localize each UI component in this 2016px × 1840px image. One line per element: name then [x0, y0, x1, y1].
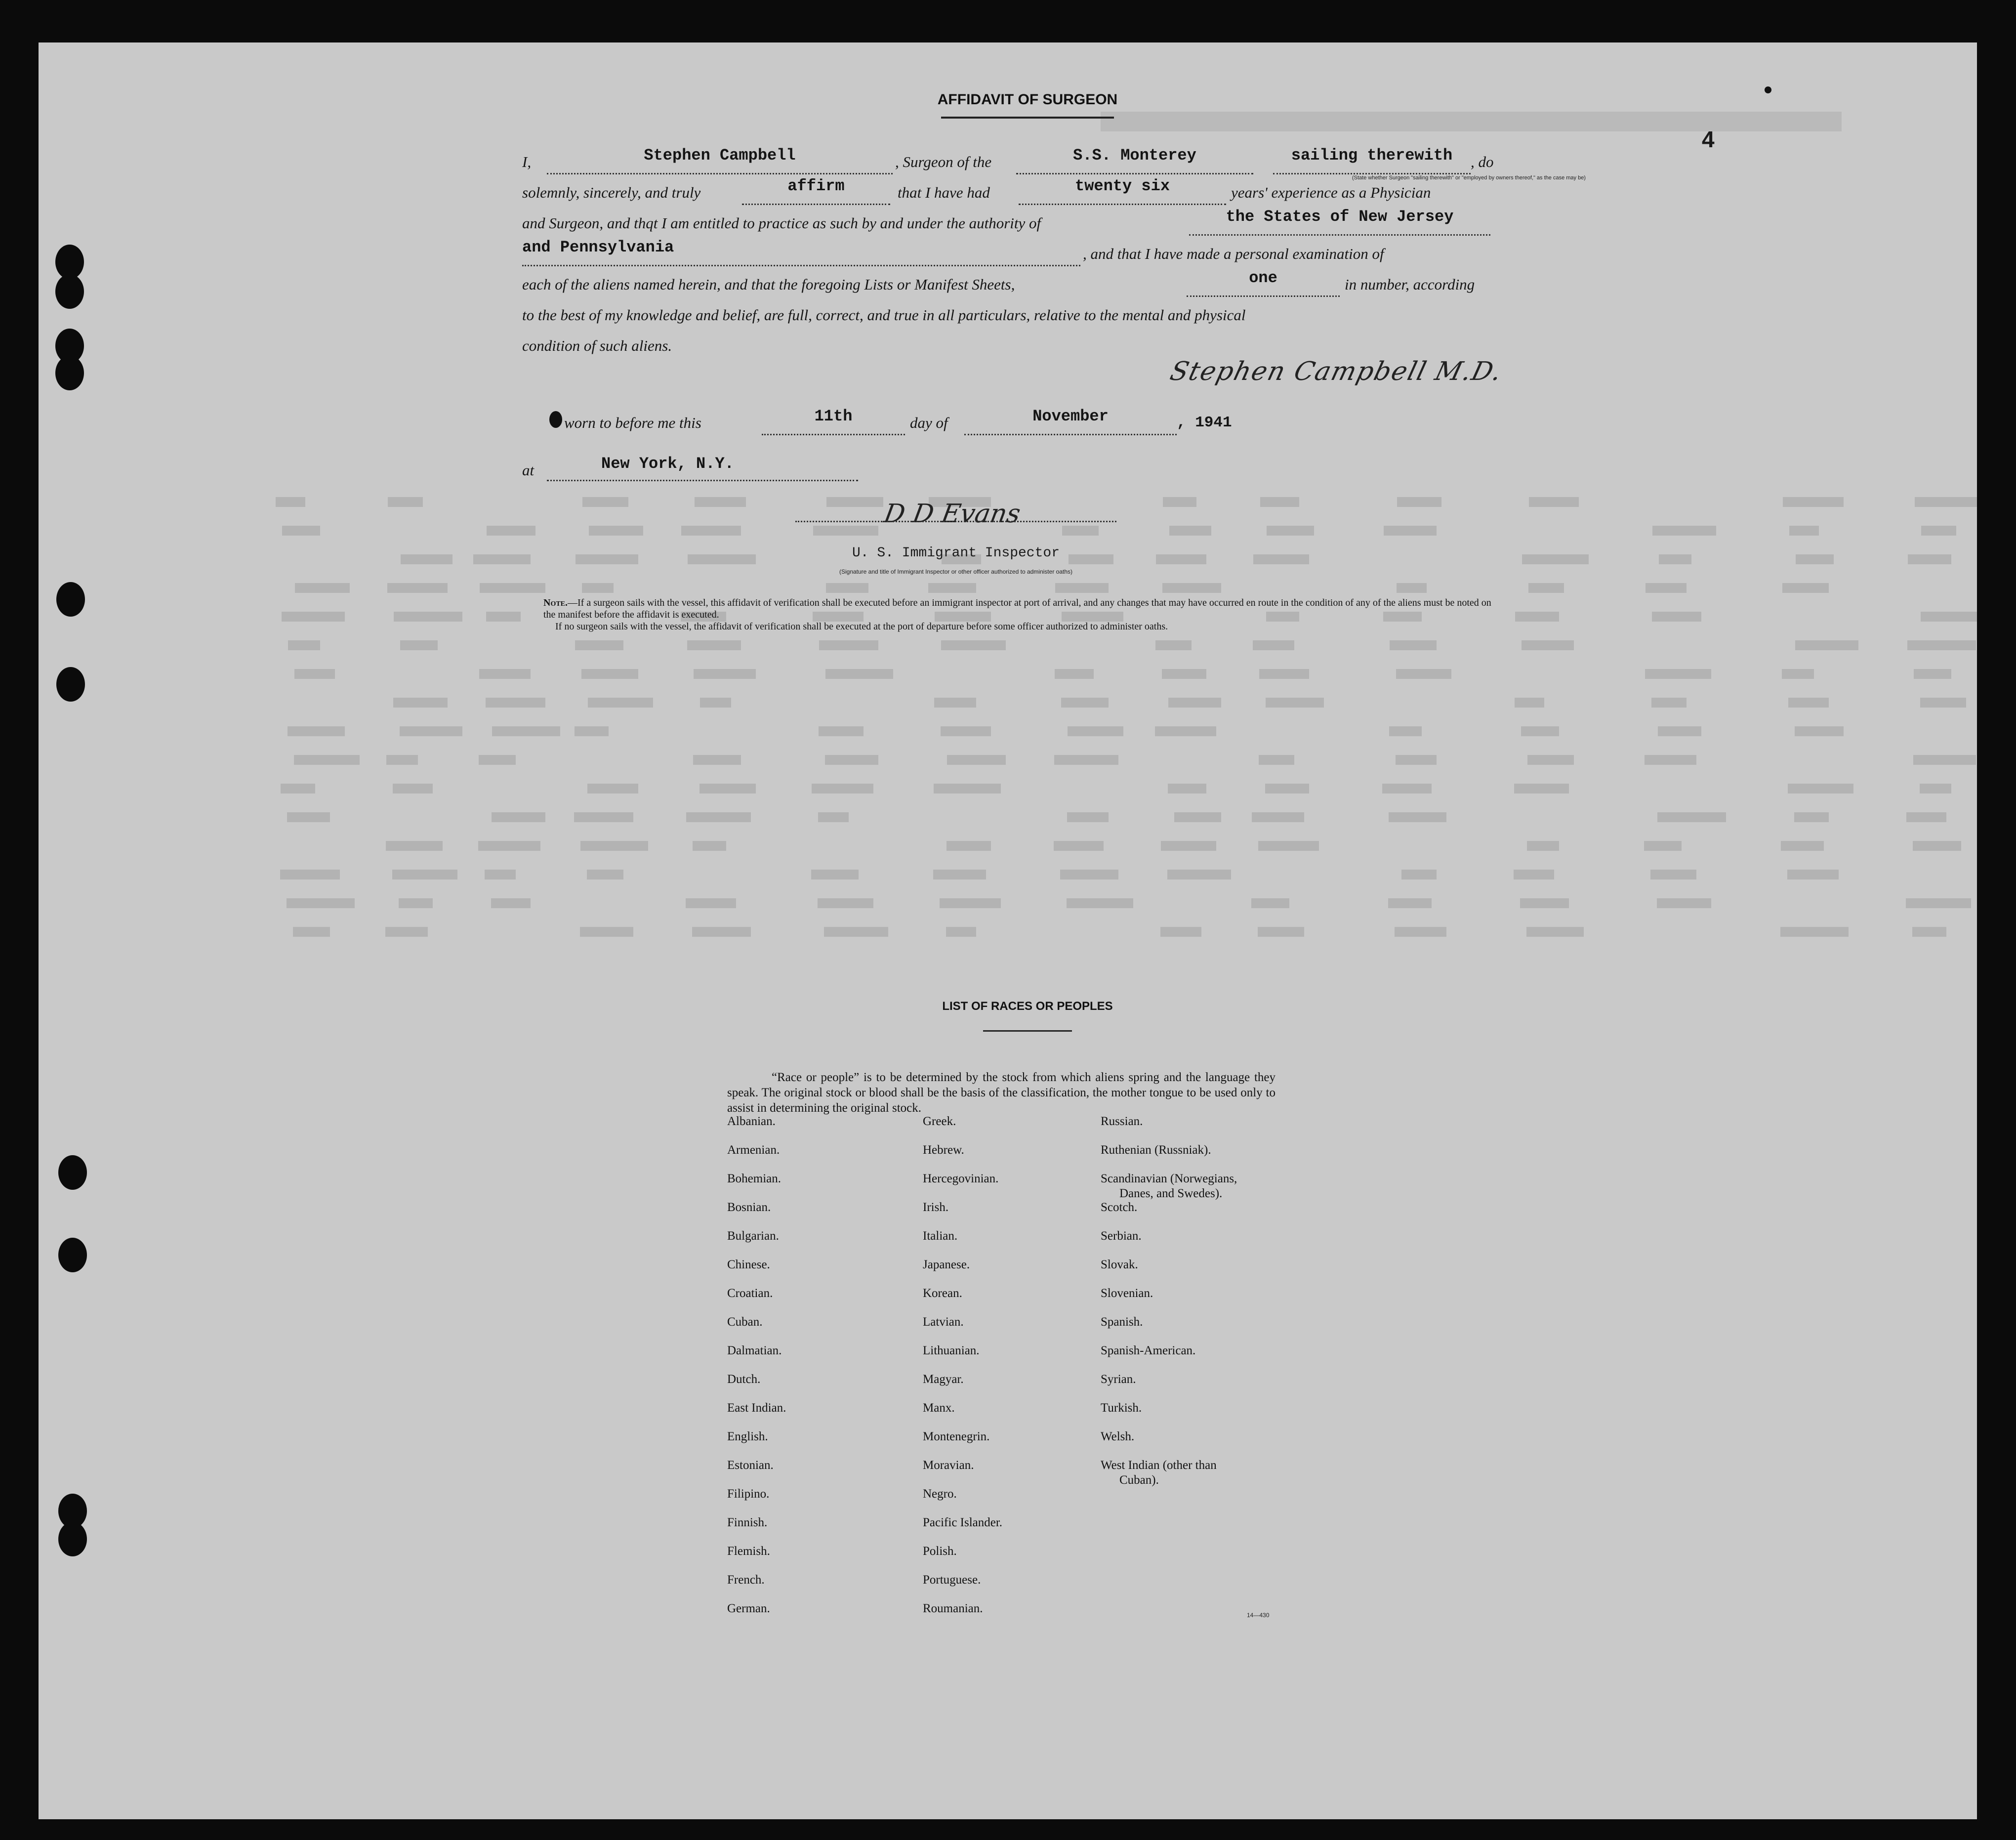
race-entry: Greek.: [923, 1115, 956, 1128]
race-entry: Bulgarian.: [727, 1229, 779, 1243]
affidavit-text: worn to before me this: [564, 414, 701, 431]
race-entry: Dalmatian.: [727, 1344, 782, 1357]
race-entry: Japanese.: [923, 1258, 970, 1271]
binder-hole: [55, 274, 84, 309]
binder-hole: [58, 1155, 87, 1190]
race-entry: Russian.: [1101, 1115, 1143, 1128]
affidavit-title: AFFIDAVIT OF SURGEON: [937, 91, 1118, 108]
page-number: 4: [1702, 126, 1715, 152]
sworn-place-line: [522, 455, 1493, 492]
race-entry: Montenegrin.: [923, 1430, 990, 1443]
binder-hole: [58, 1522, 87, 1556]
surgeon-name-field: Stephen Campbell: [547, 146, 893, 174]
race-entry: West Indian (other than: [1101, 1459, 1217, 1472]
sworn-month-field: November: [964, 407, 1177, 435]
race-entry: Scotch.: [1101, 1201, 1138, 1214]
surgeon-signature: Stephen Campbell M.D.: [1167, 357, 1506, 386]
affidavit-text: , do: [1471, 153, 1494, 170]
affidavit-text: in number, according: [1345, 276, 1475, 293]
sworn-day-field: 11th: [762, 407, 905, 435]
race-entry: Scandinavian (Norwegians,: [1101, 1172, 1237, 1185]
race-entry: Bohemian.: [727, 1172, 782, 1185]
affidavit-line: [522, 146, 1586, 184]
affidavit-text: solemnly, sincerely, and truly: [522, 184, 701, 201]
surgeon-status-note: (State whether Surgeon "sailing therewith" or "employed by owners thereof," as the case may be): [1352, 175, 1586, 181]
affidavit-line: to the best of my knowledge and belief, are full, correct, and true in all particulars, relative to the mental and physical: [522, 306, 1246, 324]
affidavit-text: at: [522, 461, 535, 479]
authority-field: the States of New Jersey: [1189, 208, 1490, 236]
note-text: —If a surgeon sails with the vessel, this affidavit of verification shall be executed before an immigrant inspector at port of arrival, and any changes that may have occurred en route in the condition of any of the aliens must be noted on the manifest before the affidavit is executed.: [543, 597, 1491, 620]
race-entry: Lithuanian.: [923, 1344, 980, 1357]
manifest-sheets-count-field: one: [1187, 269, 1340, 297]
race-entry: Syrian.: [1101, 1373, 1136, 1386]
race-entry: Moravian.: [923, 1459, 974, 1472]
affidavit-line: [522, 238, 1493, 276]
race-entry: Ruthenian (Russniak).: [1101, 1143, 1211, 1157]
affidavit-text: , and that I have made a personal examination of: [1083, 245, 1384, 262]
oath-type-field: affirm: [742, 177, 890, 205]
race-entry: Dutch.: [727, 1373, 761, 1386]
race-entry: English.: [727, 1430, 768, 1443]
race-entry: Polish.: [923, 1545, 957, 1558]
affidavit-line: [522, 269, 1493, 306]
race-entry: Portuguese.: [923, 1573, 981, 1587]
race-entry: Bosnian.: [727, 1201, 771, 1214]
race-entry: Armenian.: [727, 1143, 780, 1157]
race-entry: Danes, and Swedes).: [1119, 1187, 1223, 1200]
race-entry: Cuban.: [727, 1315, 763, 1329]
race-entry: Welsh.: [1101, 1430, 1135, 1443]
race-entry: East Indian.: [727, 1401, 786, 1415]
binder-hole: [56, 582, 85, 617]
race-entry: Manx.: [923, 1401, 955, 1415]
race-entry: Estonian.: [727, 1459, 774, 1472]
inspector-signature: D D Evans: [881, 499, 1023, 529]
sworn-year: , 1941: [1177, 414, 1232, 431]
sworn-place-field: New York, N.Y.: [547, 455, 858, 481]
race-entry: Spanish-American.: [1101, 1344, 1196, 1357]
binder-hole: [55, 356, 84, 390]
affidavit-text: years' experience as a Physician: [1231, 184, 1431, 201]
race-entry: Latvian.: [923, 1315, 964, 1329]
inspector-title-note: (Signature and title of Immigrant Inspector or other officer authorized to administer oaths): [839, 568, 1072, 575]
binder-hole: [58, 1238, 87, 1272]
vessel-name-field: S.S. Monterey: [1016, 146, 1253, 174]
affidavit-text: , Surgeon of the: [895, 153, 992, 170]
race-entry: Slovenian.: [1101, 1287, 1153, 1300]
binder-hole: [56, 667, 85, 702]
races-intro: “Race or people” is to be determined by the stock from which aliens spring and the language they speak. The original stock or blood shall be the basis of the classification, the mother tongue to be used only to assist in determining the original stock.: [727, 1071, 1275, 1115]
race-entry: Cuban).: [1119, 1473, 1159, 1487]
race-entry: French.: [727, 1573, 765, 1587]
years-experience-field: twenty six: [1019, 177, 1226, 205]
race-entry: Korean.: [923, 1287, 962, 1300]
race-entry: Irish.: [923, 1201, 949, 1214]
affidavit-text: each of the aliens named herein, and that the foregoing Lists or Manifest Sheets,: [522, 276, 1015, 293]
race-entry: Filipino.: [727, 1487, 770, 1501]
sworn-line: [564, 407, 1535, 445]
race-entry: Serbian.: [1101, 1229, 1142, 1243]
race-entry: Chinese.: [727, 1258, 770, 1271]
race-entry: German.: [727, 1602, 770, 1615]
surgeon-status-field: sailing therewith: [1273, 146, 1471, 174]
title-underline: [941, 117, 1114, 119]
inspector-signature-line: [795, 521, 1116, 522]
race-entry: Spanish.: [1101, 1315, 1143, 1329]
affidavit-text: that I have had: [898, 184, 990, 201]
affidavit-line: condition of such aliens.: [522, 337, 672, 354]
note-text-2: If no surgeon sails with the vessel, the affidavit of verification shall be executed at the port of departure before some officer authorized to administer oaths.: [555, 621, 1168, 632]
note-label: Note.: [543, 597, 568, 608]
race-entry: Turkish.: [1101, 1401, 1142, 1415]
race-entry: Croatian.: [727, 1287, 773, 1300]
race-entry: Roumanian.: [923, 1602, 983, 1615]
race-entry: Pacific Islander.: [923, 1516, 1003, 1529]
authority-continued-field: and Pennsylvania: [522, 238, 1080, 266]
race-entry: Magyar.: [923, 1373, 964, 1386]
ink-speck: [549, 411, 562, 428]
race-entry: Finnish.: [727, 1516, 768, 1529]
race-entry: Slovak.: [1101, 1258, 1138, 1271]
affidavit-text: day of: [910, 414, 948, 431]
race-entry: Flemish.: [727, 1545, 770, 1558]
races-title: LIST OF RACES OR PEOPLES: [942, 1000, 1113, 1013]
ink-speck: [1765, 86, 1771, 93]
form-number: 14—430: [1247, 1612, 1270, 1619]
race-entry: Italian.: [923, 1229, 958, 1243]
race-entry: Hercegovinian.: [923, 1172, 999, 1185]
affidavit-note: [543, 597, 1492, 632]
races-title-underline: [983, 1030, 1072, 1032]
race-entry: Albanian.: [727, 1115, 776, 1128]
affidavit-text: and Surgeon, and thqt I am entitled to practice as such by and under the authority of: [522, 214, 1041, 232]
inspector-title: U. S. Immigrant Inspector: [852, 545, 1060, 561]
race-entry: Hebrew.: [923, 1143, 964, 1157]
race-entry: Negro.: [923, 1487, 957, 1501]
affidavit-text: I,: [522, 153, 532, 170]
